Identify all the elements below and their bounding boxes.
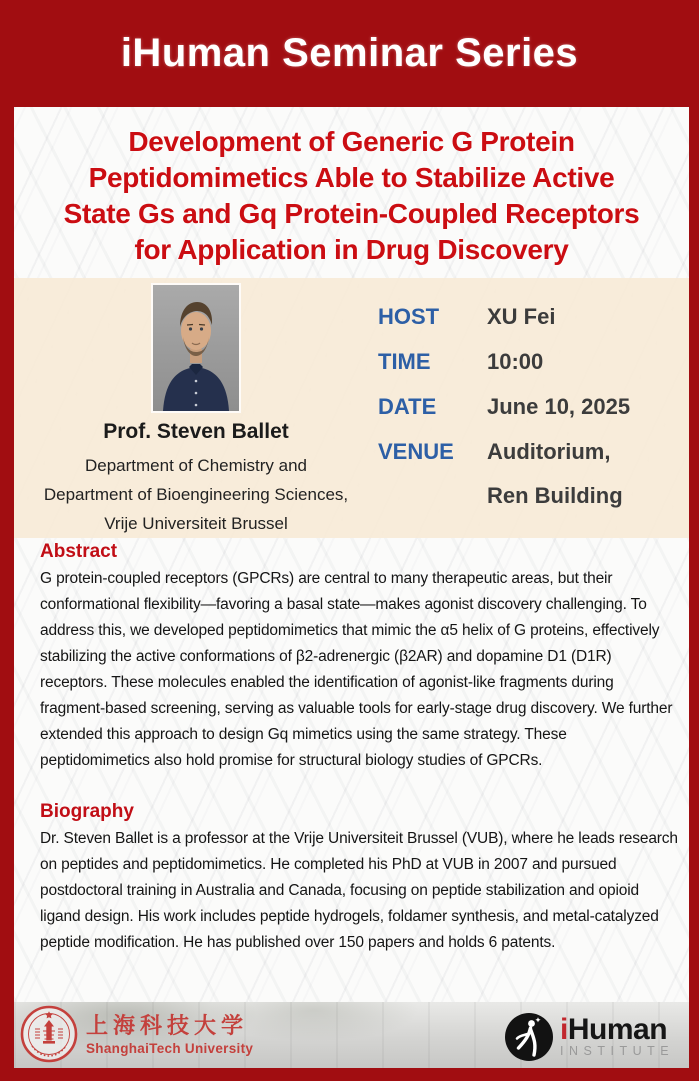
- talk-title-line: State Gs and Gq Protein-Coupled Receptors: [63, 198, 640, 229]
- ihuman-logo: [505, 1013, 674, 1061]
- speaker-column: [14, 278, 378, 538]
- venue-value-line2: Ren Building: [487, 483, 623, 508]
- venue-label: VENUE: [378, 439, 454, 464]
- detail-row-venue: [378, 440, 689, 508]
- event-info-section: [14, 278, 689, 538]
- biography-heading: Biography: [40, 801, 134, 822]
- talk-title-line: for Application in Drug Discovery: [134, 234, 569, 265]
- speaker-photo: [153, 285, 239, 411]
- shanghaitech-seal-icon: [20, 1005, 78, 1063]
- shanghaitech-chinese-name: 上海科技大学: [86, 1012, 249, 1038]
- ihuman-figure-icon: [505, 1013, 553, 1061]
- affiliation-line: Department of Bioengineering Sciences,: [43, 485, 349, 504]
- date-label: DATE: [378, 394, 437, 419]
- venue-value: [487, 440, 623, 508]
- abstract-heading: Abstract: [40, 541, 118, 562]
- ihuman-wordmark: [560, 1013, 675, 1058]
- shanghaitech-logo: [20, 1005, 253, 1063]
- talk-title: [14, 107, 689, 278]
- talk-title-line: Development of Generic G Protein: [128, 126, 575, 157]
- affiliation-line: Department of Chemistry and: [84, 456, 308, 475]
- content-panel: [14, 107, 689, 1068]
- footer-strip: [14, 1002, 689, 1068]
- detail-row-date: [378, 395, 689, 419]
- poster-header: [0, 0, 699, 107]
- shanghaitech-wordmark: [86, 1013, 253, 1056]
- host-value: XU Fei: [487, 304, 556, 329]
- detail-row-time: [378, 350, 689, 374]
- venue-value-line1: Auditorium,: [487, 439, 611, 464]
- speaker-name: Prof. Steven Ballet: [103, 420, 289, 443]
- speaker-affiliation: [14, 451, 378, 538]
- ihuman-institute-label: INSTITUTE: [560, 1044, 675, 1058]
- shanghaitech-english-name: ShanghaiTech University: [86, 1040, 254, 1056]
- ihuman-name-rest: Human: [567, 1013, 668, 1046]
- time-label: TIME: [378, 349, 431, 374]
- biography-text: Dr. Steven Ballet is a professor at the Vrije Universiteit Brussel (VUB), where he leads research on peptides and peptidomimetics. He completed his PhD at VUB in 2007 and pursued postdoctoral training in Australia and Canada, focusing on peptide stabilization and opioid ligand design. His work includes peptide hydrogels, foldamer synthesis, and metal-catalyzed peptide modification. He has published over 150 papers and holds 6 patents.: [40, 830, 678, 951]
- host-label: HOST: [378, 304, 440, 329]
- affiliation-line: Vrije Universiteit Brussel: [104, 514, 288, 533]
- event-details: [378, 278, 689, 538]
- talk-title-line: Peptidomimetics Able to Stabilize Active: [88, 162, 615, 193]
- detail-row-host: [378, 305, 689, 329]
- ihuman-name: [560, 1013, 674, 1046]
- text-sections: [14, 538, 689, 1002]
- series-title: iHuman Seminar Series: [120, 31, 579, 75]
- date-value: June 10, 2025: [487, 394, 631, 419]
- time-value: 10:00: [487, 349, 544, 374]
- abstract-text: G protein-coupled receptors (GPCRs) are central to many therapeutic areas, but their conformational flexibility—favoring a basal state—makes agonist discovery challenging. To address this, we developed peptidomimetics that mimic the α5 helix of G proteins, effectively stabilizing the active conformations of β2-adrenergic (β2AR) and dopamine D1 (D1R) receptors. These molecules enabled the identification of agonist-like fragments during fragment-based screening, serving as valuable tools for early-stage drug discovery. We further extended this approach to design Gq mimetics using the same strategy. These peptidomimetics also hold promise for structural biology studies of GPCRs.: [40, 570, 673, 769]
- ihuman-name-i: i: [560, 1013, 568, 1046]
